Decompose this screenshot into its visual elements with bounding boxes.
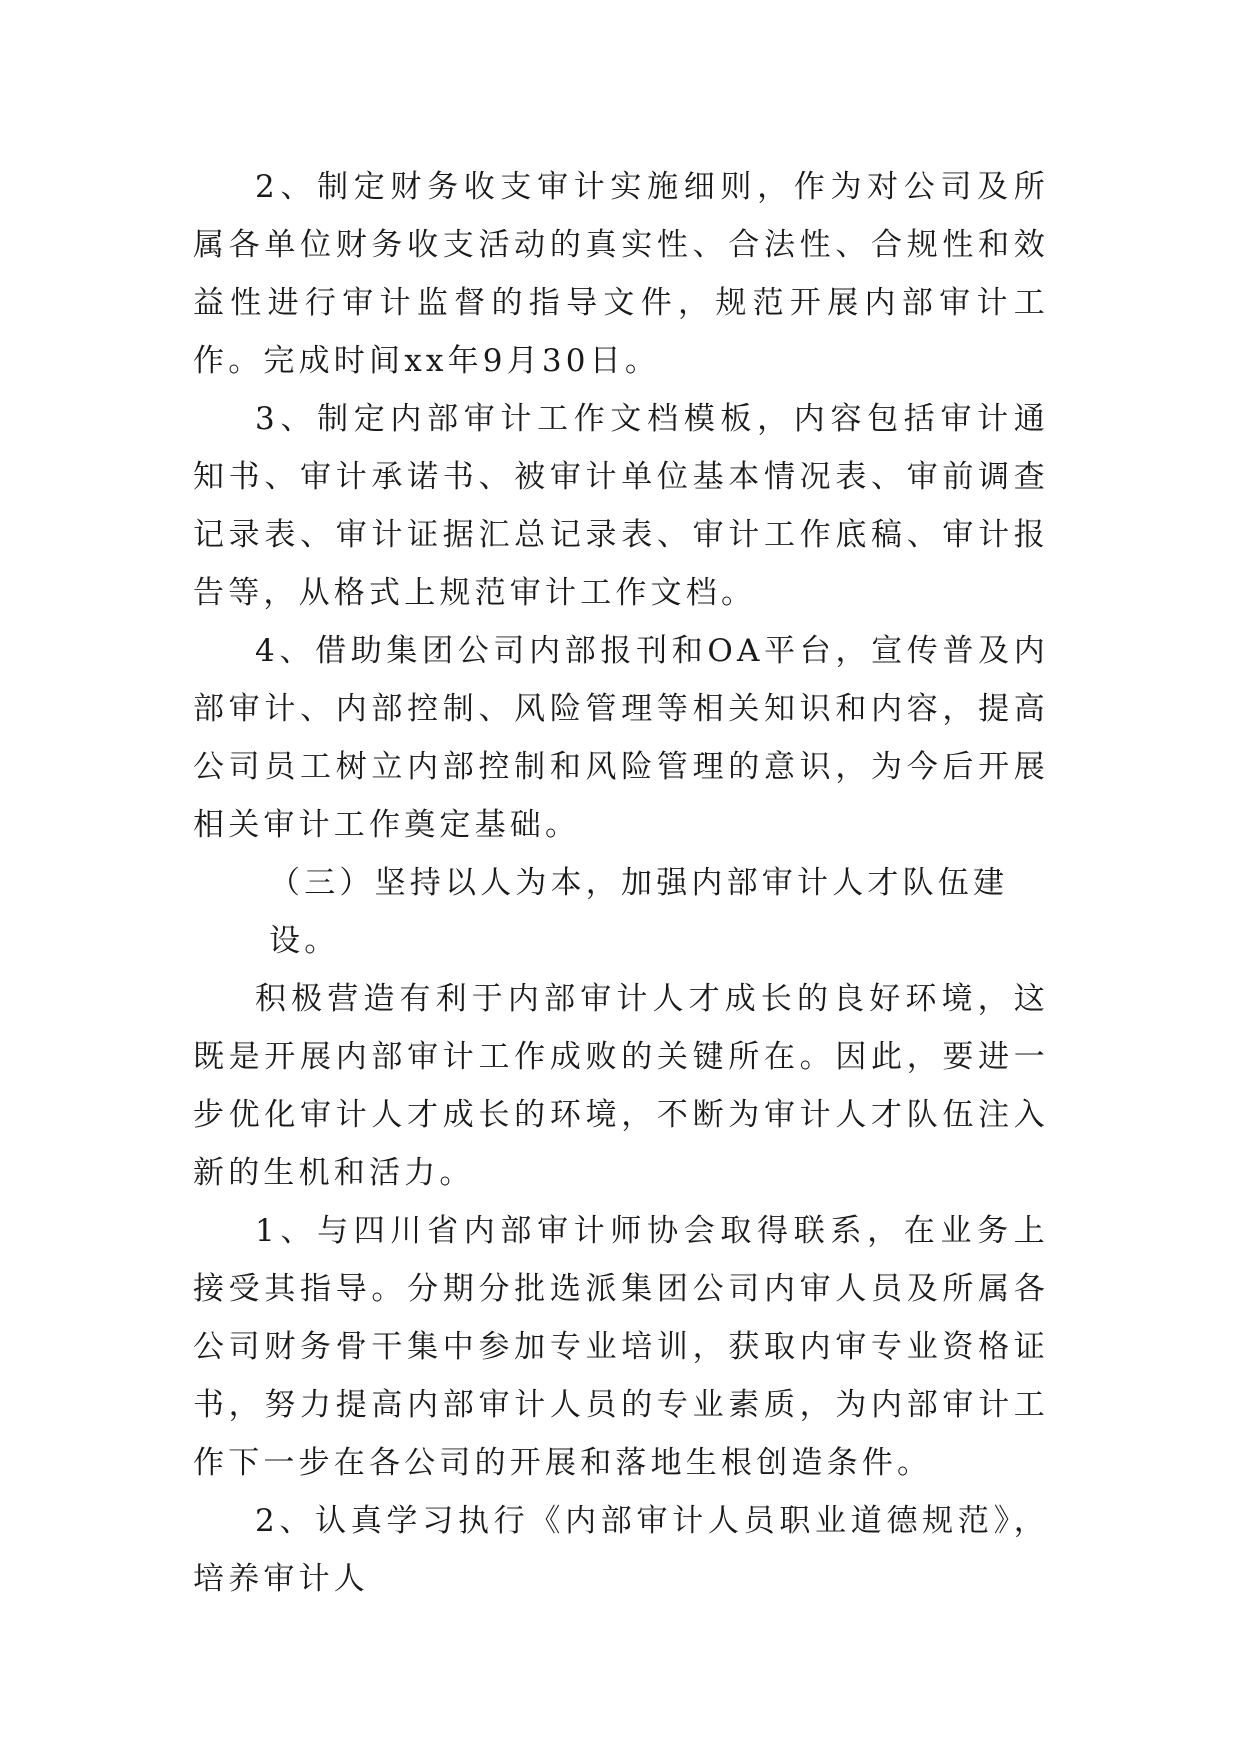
paragraph-financial-audit-rules: 2、制定财务收支审计实施细则，作为对公司及所属各单位财务收支活动的真实性、合法性、合规性和效益性进行审计监督的指导文件，规范开展内部审计工作。完成时间xx年9月30日。 bbox=[193, 169, 1049, 379]
paragraph-professional-ethics: 2、认真学习执行《内部审计人员职业道德规范》，培养审计人 bbox=[193, 1503, 1049, 1597]
paragraph-talent-environment: 积极营造有利于内部审计人才成长的良好环境，这既是开展内部审计工作成败的关键所在。因此，要进一步优化审计人才成长的环境，不断为审计人才队伍注入新的生机和活力。 bbox=[193, 981, 1049, 1191]
paragraph-sichuan-association-training: 1、与四川省内部审计师协会取得联系，在业务上接受其指导。分期分批选派集团公司内审人员及所属各公司财务骨干集中参加专业培训，获取内审专业资格证书，努力提高内部审计人员的专业素质，为内部审计工作下一步在各公司的开展和落地生根创造条件。 bbox=[193, 1213, 1049, 1481]
section-heading-talent-team: （三）坚持以人为本，加强内部审计人才队伍建设。 bbox=[269, 865, 1009, 959]
paragraph-oa-platform-publicity: 4、借助集团公司内部报刊和OA平台，宣传普及内部审计、内部控制、风险管理等相关知识和内容，提高公司员工树立内部控制和风险管理的意识，为今后开展相关审计工作奠定基础。 bbox=[193, 633, 1049, 843]
paragraph-audit-document-templates: 3、制定内部审计工作文档模板，内容包括审计通知书、审计承诺书、被审计单位基本情况表、审前调查记录表、审计证据汇总记录表、审计工作底稿、审计报告等，从格式上规范审计工作文档。 bbox=[193, 401, 1049, 611]
document-body bbox=[193, 158, 1049, 1608]
